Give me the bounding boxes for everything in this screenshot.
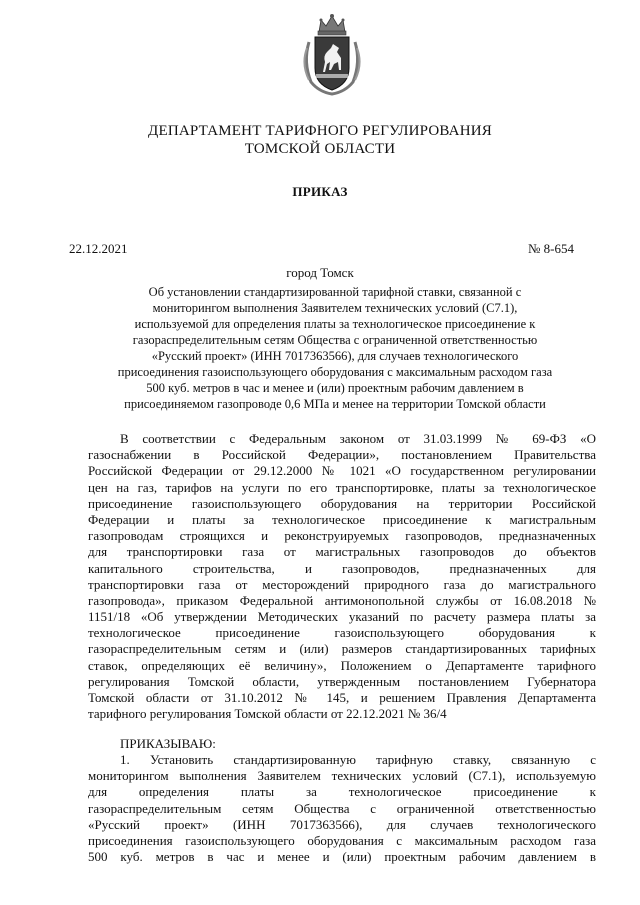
preamble-line: цен на газ, тарифов на услуги по его транспортировке, платы за технологическое xyxy=(88,479,596,495)
department-name-line2: ТОМСКОЙ ОБЛАСТИ xyxy=(244,141,396,157)
preamble-paragraph xyxy=(88,431,596,722)
order-number: № 8-654 xyxy=(528,241,574,256)
coat-of-arms-emblem xyxy=(301,12,363,96)
preamble-line: капитального строительства, и газопроводов, предназначенных для xyxy=(88,560,596,576)
subject-line: используемой для определения платы за технологическое присоединение к xyxy=(134,317,536,331)
subject-line: присоединения газоиспользующего оборудования с максимальным расходом газа xyxy=(117,365,553,379)
preamble-line: ставок, определяющих её величину», Положением о Департаменте тарифного xyxy=(88,657,596,673)
subject-line: мониторингом выполнения Заявителем технических условий (С7.1), xyxy=(152,301,518,315)
preamble-line: Российской Федерации от 29.12.2000 № 1021 «О государственном регулировании xyxy=(88,463,596,479)
item-1-line: 500 куб. метров в час и менее и (или) проектным рабочим давлением в xyxy=(88,849,596,865)
department-name-line1: ДЕПАРТАМЕНТ ТАРИФНОГО РЕГУЛИРОВАНИЯ xyxy=(148,123,492,139)
command-heading: ПРИКАЗЫВАЮ: xyxy=(120,736,216,751)
subject-line: «Русский проект» (ИНН 7017363566), для случаев технологического xyxy=(151,349,519,363)
preamble-line: Томской области от 31.10.2012 № 145, и решением Правления Департамента xyxy=(88,690,596,705)
city-name: город Томск xyxy=(286,265,354,280)
subject-line: 500 куб. метров в час и менее и (или) проектным рабочим давлением в xyxy=(146,381,524,395)
preamble-line: В соответствии с Федеральным законом от 31.03.1999 № 69-ФЗ «О xyxy=(120,431,596,446)
order-date: 22.12.2021 xyxy=(69,241,128,256)
item-1-line: «Русский проект» (ИНН 7017363566), для случаев технологического xyxy=(88,816,596,832)
preamble-line: тарифного регулирования Томской области от 22.12.2021 № 36/4 xyxy=(88,706,447,722)
item-1-line: присоединения газоиспользующего оборудования с максимальным расходом газа xyxy=(88,832,596,848)
preamble-line: 1151/18 «Об утверждении Методических указаний по расчету размера платы за xyxy=(88,609,596,625)
preamble-line: для транспортировки газа от магистральных газопроводов до объектов xyxy=(88,544,596,560)
item-1-line: 1. Установить стандартизированную тарифную ставку, связанную с xyxy=(120,752,596,767)
subject-line: Об установлении стандартизированной тарифной ставки, связанной с xyxy=(148,285,522,299)
preamble-line: газоснабжении в Российской Федерации», постановлением Правительства xyxy=(88,447,596,463)
preamble-line: газопровода», приказом Федеральной антимонопольной службы от 16.08.2018 № xyxy=(88,592,596,608)
preamble-line: Федерации и платы за технологическое присоединение к магистральным xyxy=(88,511,596,527)
subject-line: газораспределительным сетям Общества с ограниченной ответственностью xyxy=(132,333,538,347)
order-subject xyxy=(90,284,580,412)
subject-line: присоединяемом газопроводе 0,6 МПа и менее на территории Томской области xyxy=(124,397,546,411)
item-1-line: газораспределительным сетям Общества с ограниченной ответственностью xyxy=(88,800,596,816)
order-title: ПРИКАЗ xyxy=(292,184,348,199)
preamble-line: газопроводам строящихся и реконструируемых газопроводов, предназначенных xyxy=(88,528,596,544)
item-1-paragraph xyxy=(88,752,596,865)
department-header xyxy=(0,122,640,158)
preamble-line: технологическое присоединение газоиспользующего оборудования к xyxy=(88,625,596,641)
preamble-line: регулирования Томской области, утвержденным постановлением Губернатора xyxy=(88,673,596,689)
preamble-line: газораспределительным сетям и (или) размеров стандартизированных тарифных xyxy=(88,641,596,657)
item-1-line: мониторингом выполнения Заявителем технических условий (С7.1), используемую xyxy=(88,768,596,784)
item-1-line: для определения платы за технологическое присоединение к xyxy=(88,784,596,800)
preamble-line: транспортировки газа от месторождений природного газа до магистрального xyxy=(88,576,596,592)
preamble-line: присоединение газоиспользующего оборудования на территории Российской xyxy=(88,495,596,511)
